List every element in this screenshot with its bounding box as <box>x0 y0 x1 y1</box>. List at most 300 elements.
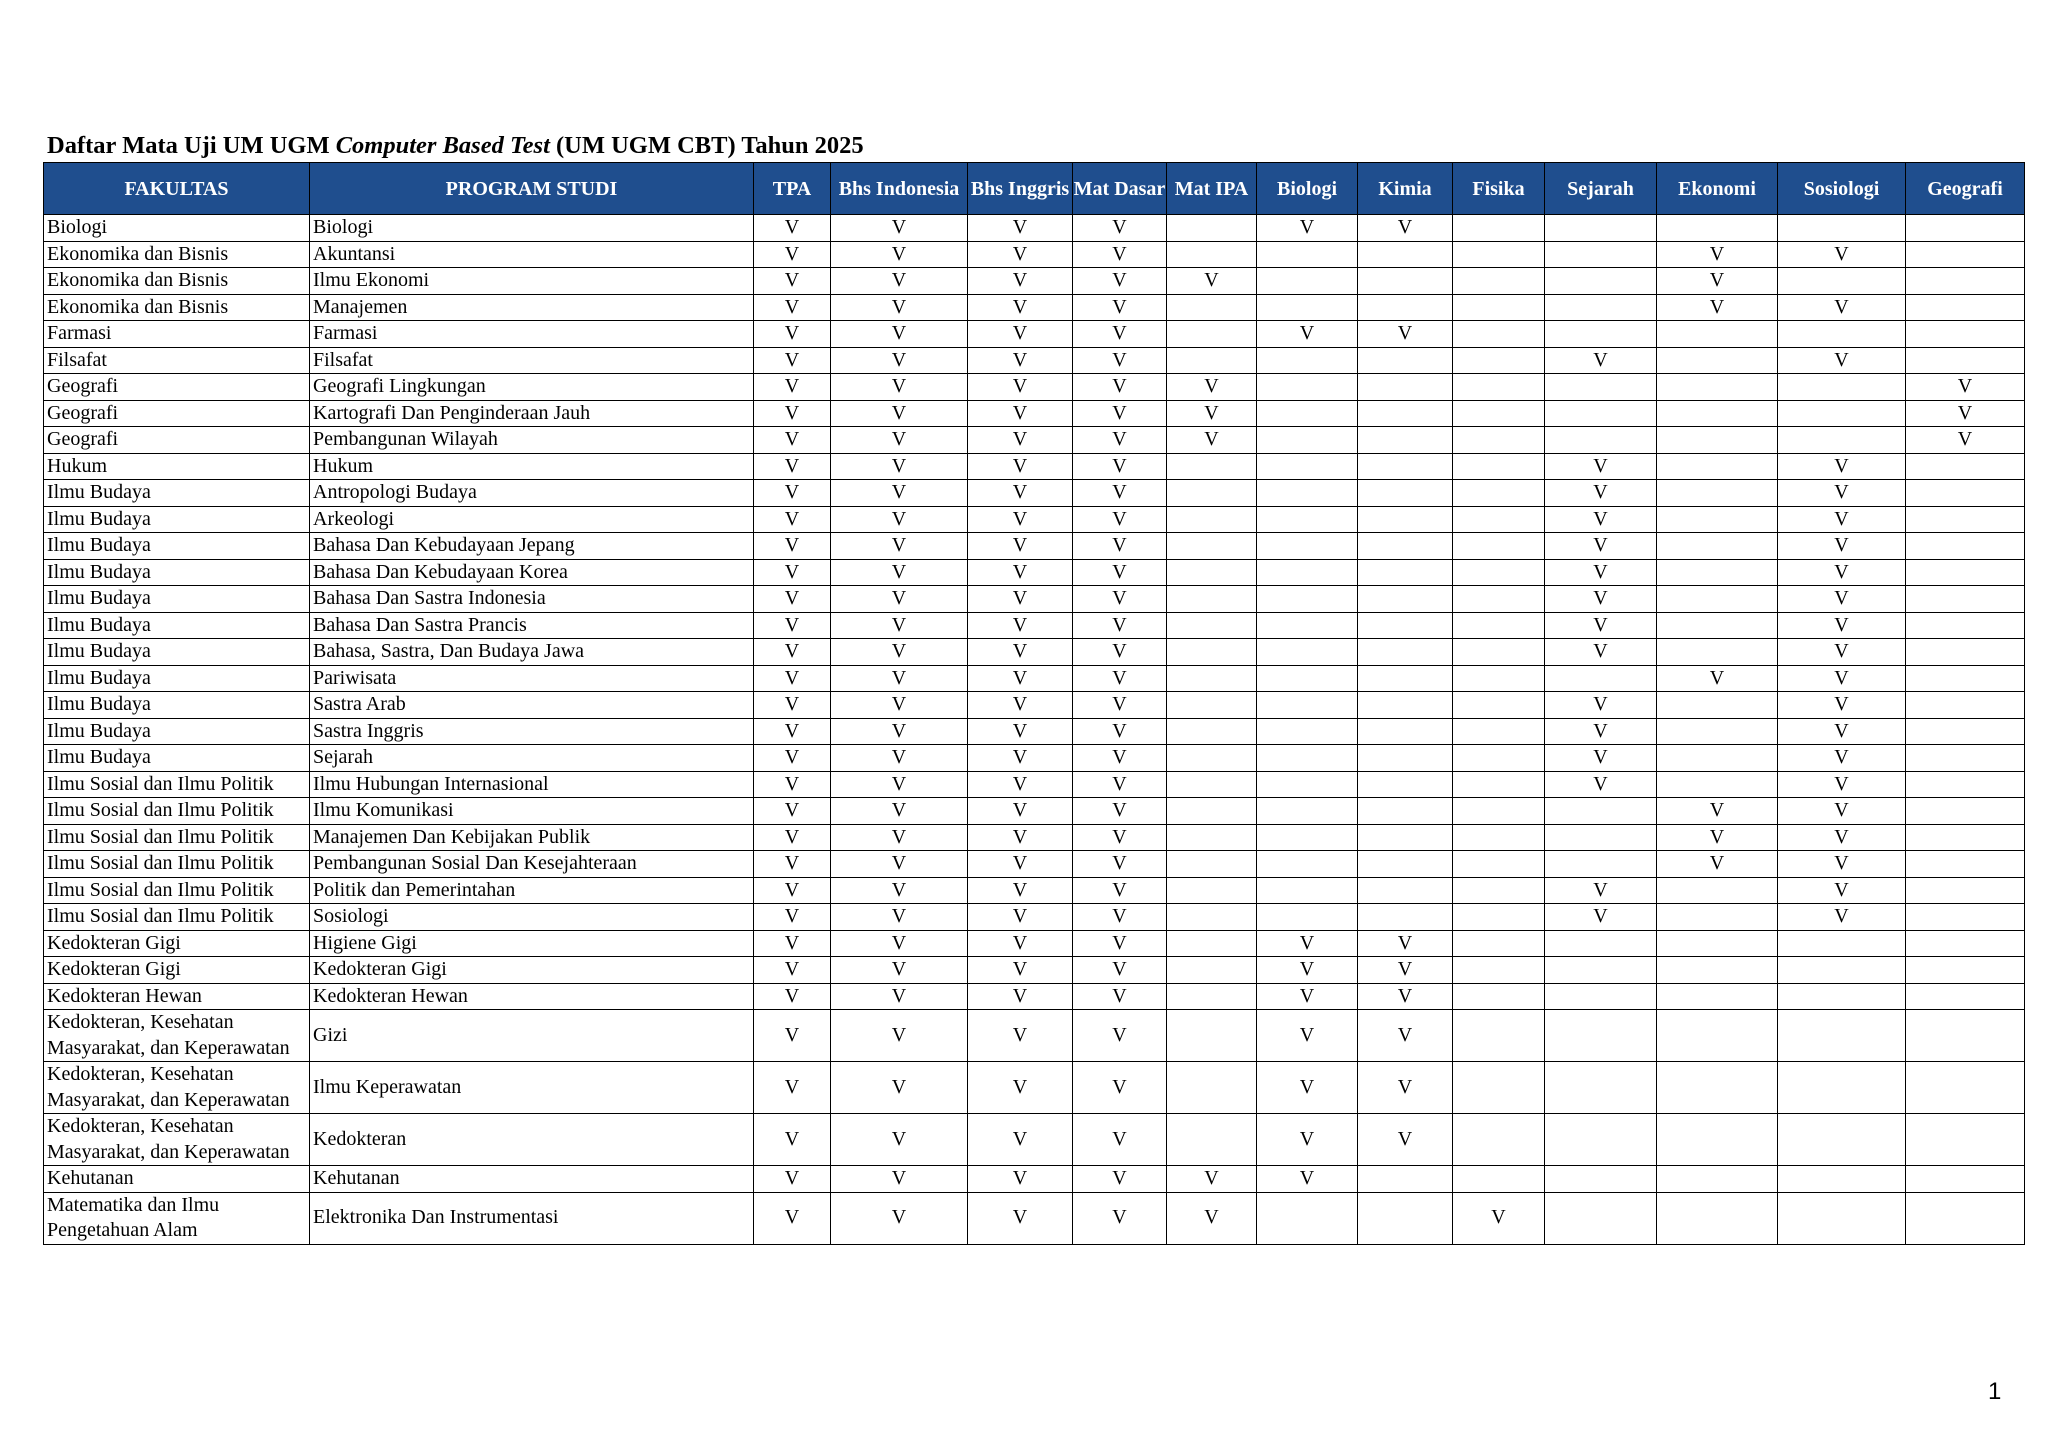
cell-geografi <box>1906 294 2025 321</box>
cell-ekonomi: V <box>1657 665 1778 692</box>
cell-mat-dasar: V <box>1073 930 1167 957</box>
cell-fakultas: Ilmu Budaya <box>44 506 310 533</box>
cell-mat-ipa <box>1167 453 1257 480</box>
table-row <box>44 241 2025 268</box>
cell-bhs-indonesia: V <box>831 930 968 957</box>
cell-fisika <box>1453 1166 1545 1193</box>
cell-ekonomi <box>1657 877 1778 904</box>
cell-biologi <box>1257 480 1358 507</box>
cell-kimia <box>1358 1166 1453 1193</box>
cell-program-studi: Pariwisata <box>310 665 754 692</box>
cell-bhs-inggris: V <box>968 215 1073 242</box>
cell-biologi <box>1257 851 1358 878</box>
table-row <box>44 533 2025 560</box>
cell-bhs-inggris: V <box>968 639 1073 666</box>
cell-fisika <box>1453 612 1545 639</box>
cell-geografi <box>1906 718 2025 745</box>
cell-fisika <box>1453 321 1545 348</box>
cell-kimia: V <box>1358 1114 1453 1166</box>
cell-kimia <box>1358 1192 1453 1244</box>
cell-bhs-indonesia: V <box>831 321 968 348</box>
cell-sosiologi: V <box>1778 241 1906 268</box>
cell-bhs-indonesia: V <box>831 1062 968 1114</box>
cell-mat-ipa: V <box>1167 374 1257 401</box>
cell-sosiologi <box>1778 930 1906 957</box>
cell-biologi: V <box>1257 1010 1358 1062</box>
cell-mat-dasar: V <box>1073 559 1167 586</box>
table-row <box>44 1114 2025 1166</box>
cell-fisika <box>1453 957 1545 984</box>
cell-mat-ipa <box>1167 612 1257 639</box>
cell-sosiologi <box>1778 427 1906 454</box>
cell-tpa: V <box>754 718 831 745</box>
cell-fisika <box>1453 851 1545 878</box>
cell-fakultas: Ilmu Sosial dan Ilmu Politik <box>44 771 310 798</box>
cell-bhs-indonesia: V <box>831 983 968 1010</box>
header-geografi: Geografi <box>1906 163 2025 215</box>
cell-mat-dasar: V <box>1073 586 1167 613</box>
cell-geografi <box>1906 851 2025 878</box>
page-number: 1 <box>1988 1378 2002 1405</box>
cell-sejarah <box>1545 983 1657 1010</box>
cell-program-studi: Kartografi Dan Penginderaan Jauh <box>310 400 754 427</box>
cell-fakultas: Ilmu Budaya <box>44 692 310 719</box>
cell-mat-ipa <box>1167 1062 1257 1114</box>
cell-tpa: V <box>754 586 831 613</box>
cell-kimia: V <box>1358 1062 1453 1114</box>
cell-tpa: V <box>754 771 831 798</box>
cell-ekonomi <box>1657 321 1778 348</box>
cell-program-studi: Manajemen Dan Kebijakan Publik <box>310 824 754 851</box>
cell-geografi <box>1906 241 2025 268</box>
table-row <box>44 427 2025 454</box>
title-part-1: Daftar Mata Uji UM UGM <box>47 132 336 159</box>
cell-fakultas: Ekonomika dan Bisnis <box>44 294 310 321</box>
cell-program-studi: Bahasa Dan Kebudayaan Jepang <box>310 533 754 560</box>
cell-sosiologi: V <box>1778 824 1906 851</box>
cell-mat-dasar: V <box>1073 374 1167 401</box>
cell-tpa: V <box>754 1114 831 1166</box>
cell-mat-ipa <box>1167 983 1257 1010</box>
cell-ekonomi <box>1657 586 1778 613</box>
cell-mat-ipa <box>1167 930 1257 957</box>
cell-mat-ipa: V <box>1167 400 1257 427</box>
title-part-2: (UM UGM CBT) Tahun 2025 <box>549 132 864 159</box>
cell-sosiologi: V <box>1778 904 1906 931</box>
cell-mat-ipa <box>1167 347 1257 374</box>
cell-sosiologi: V <box>1778 718 1906 745</box>
cell-ekonomi: V <box>1657 268 1778 295</box>
cell-mat-dasar: V <box>1073 1010 1167 1062</box>
cell-sosiologi: V <box>1778 877 1906 904</box>
cell-program-studi: Geografi Lingkungan <box>310 374 754 401</box>
cell-kimia <box>1358 347 1453 374</box>
cell-biologi: V <box>1257 1166 1358 1193</box>
cell-tpa: V <box>754 1062 831 1114</box>
cell-biologi <box>1257 1192 1358 1244</box>
table-row <box>44 374 2025 401</box>
cell-ekonomi <box>1657 930 1778 957</box>
header-program-studi: PROGRAM STUDI <box>310 163 754 215</box>
cell-sosiologi <box>1778 374 1906 401</box>
cell-bhs-indonesia: V <box>831 453 968 480</box>
cell-biologi <box>1257 665 1358 692</box>
cell-bhs-indonesia: V <box>831 612 968 639</box>
cell-kimia: V <box>1358 215 1453 242</box>
cell-bhs-indonesia: V <box>831 745 968 772</box>
cell-mat-ipa <box>1167 957 1257 984</box>
cell-tpa: V <box>754 612 831 639</box>
cell-bhs-inggris: V <box>968 983 1073 1010</box>
cell-kimia <box>1358 612 1453 639</box>
cell-mat-ipa <box>1167 241 1257 268</box>
cell-tpa: V <box>754 877 831 904</box>
cell-sejarah: V <box>1545 904 1657 931</box>
cell-bhs-indonesia: V <box>831 771 968 798</box>
cell-ekonomi <box>1657 533 1778 560</box>
cell-kimia <box>1358 745 1453 772</box>
cell-bhs-inggris: V <box>968 374 1073 401</box>
cell-geografi <box>1906 586 2025 613</box>
cell-ekonomi <box>1657 453 1778 480</box>
cell-tpa: V <box>754 506 831 533</box>
cell-fisika <box>1453 506 1545 533</box>
table-row <box>44 453 2025 480</box>
cell-kimia <box>1358 427 1453 454</box>
cell-sejarah: V <box>1545 639 1657 666</box>
cell-mat-ipa <box>1167 321 1257 348</box>
table-row <box>44 1192 2025 1244</box>
cell-kimia: V <box>1358 957 1453 984</box>
cell-bhs-inggris: V <box>968 480 1073 507</box>
header-sejarah: Sejarah <box>1545 163 1657 215</box>
cell-biologi <box>1257 639 1358 666</box>
cell-biologi: V <box>1257 930 1358 957</box>
cell-biologi <box>1257 824 1358 851</box>
cell-bhs-indonesia: V <box>831 427 968 454</box>
cell-mat-ipa: V <box>1167 1166 1257 1193</box>
cell-tpa: V <box>754 241 831 268</box>
cell-program-studi: Ilmu Hubungan Internasional <box>310 771 754 798</box>
cell-fakultas: Kedokteran, Kesehatan Masyarakat, dan Keperawatan <box>44 1010 310 1062</box>
cell-bhs-inggris: V <box>968 268 1073 295</box>
table-row <box>44 771 2025 798</box>
cell-mat-dasar: V <box>1073 241 1167 268</box>
cell-ekonomi <box>1657 983 1778 1010</box>
table-row <box>44 718 2025 745</box>
cell-fisika <box>1453 877 1545 904</box>
cell-kimia: V <box>1358 983 1453 1010</box>
cell-sejarah: V <box>1545 718 1657 745</box>
cell-ekonomi <box>1657 1166 1778 1193</box>
cell-ekonomi <box>1657 400 1778 427</box>
cell-kimia <box>1358 718 1453 745</box>
cell-bhs-indonesia: V <box>831 1192 968 1244</box>
cell-bhs-inggris: V <box>968 1062 1073 1114</box>
cell-mat-ipa <box>1167 745 1257 772</box>
cell-sejarah: V <box>1545 586 1657 613</box>
cell-ekonomi: V <box>1657 798 1778 825</box>
cell-biologi <box>1257 241 1358 268</box>
cell-tpa: V <box>754 559 831 586</box>
cell-mat-dasar: V <box>1073 321 1167 348</box>
cell-fisika <box>1453 692 1545 719</box>
cell-sosiologi <box>1778 1010 1906 1062</box>
cell-sejarah <box>1545 294 1657 321</box>
table-row <box>44 268 2025 295</box>
cell-geografi: V <box>1906 374 2025 401</box>
cell-sejarah <box>1545 957 1657 984</box>
cell-mat-dasar: V <box>1073 427 1167 454</box>
cell-program-studi: Bahasa Dan Kebudayaan Korea <box>310 559 754 586</box>
table-row <box>44 851 2025 878</box>
cell-fakultas: Hukum <box>44 453 310 480</box>
cell-tpa: V <box>754 851 831 878</box>
cell-sejarah: V <box>1545 480 1657 507</box>
cell-bhs-indonesia: V <box>831 718 968 745</box>
cell-geografi <box>1906 612 2025 639</box>
cell-program-studi: Manajemen <box>310 294 754 321</box>
cell-sosiologi: V <box>1778 294 1906 321</box>
cell-sosiologi <box>1778 1114 1906 1166</box>
cell-ekonomi <box>1657 718 1778 745</box>
cell-ekonomi <box>1657 904 1778 931</box>
cell-geografi <box>1906 321 2025 348</box>
cell-tpa: V <box>754 930 831 957</box>
cell-bhs-indonesia: V <box>831 957 968 984</box>
cell-kimia <box>1358 692 1453 719</box>
table-row <box>44 692 2025 719</box>
cell-sejarah: V <box>1545 877 1657 904</box>
cell-biologi: V <box>1257 215 1358 242</box>
cell-tpa: V <box>754 400 831 427</box>
cell-geografi <box>1906 1114 2025 1166</box>
cell-program-studi: Pembangunan Wilayah <box>310 427 754 454</box>
cell-mat-ipa <box>1167 215 1257 242</box>
cell-mat-dasar: V <box>1073 665 1167 692</box>
cell-bhs-inggris: V <box>968 930 1073 957</box>
cell-bhs-indonesia: V <box>831 374 968 401</box>
header-row <box>44 163 2025 215</box>
cell-kimia <box>1358 480 1453 507</box>
table-row <box>44 506 2025 533</box>
cell-program-studi: Bahasa Dan Sastra Prancis <box>310 612 754 639</box>
cell-fisika <box>1453 533 1545 560</box>
cell-program-studi: Ilmu Komunikasi <box>310 798 754 825</box>
cell-mat-dasar: V <box>1073 294 1167 321</box>
cell-program-studi: Ilmu Keperawatan <box>310 1062 754 1114</box>
table-header <box>44 163 2025 215</box>
cell-kimia <box>1358 268 1453 295</box>
cell-sejarah <box>1545 215 1657 242</box>
cell-tpa: V <box>754 1192 831 1244</box>
cell-tpa: V <box>754 639 831 666</box>
cell-fisika <box>1453 639 1545 666</box>
cell-kimia <box>1358 374 1453 401</box>
table-row <box>44 745 2025 772</box>
cell-sosiologi <box>1778 983 1906 1010</box>
header-biologi: Biologi <box>1257 163 1358 215</box>
cell-biologi: V <box>1257 957 1358 984</box>
cell-fisika <box>1453 294 1545 321</box>
table-row <box>44 824 2025 851</box>
cell-bhs-indonesia: V <box>831 268 968 295</box>
cell-geografi <box>1906 215 2025 242</box>
cell-ekonomi <box>1657 745 1778 772</box>
cell-geografi <box>1906 930 2025 957</box>
cell-ekonomi <box>1657 612 1778 639</box>
cell-sosiologi: V <box>1778 639 1906 666</box>
table-row <box>44 877 2025 904</box>
cell-sosiologi <box>1778 1166 1906 1193</box>
cell-sosiologi <box>1778 268 1906 295</box>
cell-sejarah <box>1545 1062 1657 1114</box>
cell-fakultas: Ilmu Sosial dan Ilmu Politik <box>44 824 310 851</box>
cell-mat-ipa <box>1167 586 1257 613</box>
cell-tpa: V <box>754 294 831 321</box>
cell-bhs-inggris: V <box>968 559 1073 586</box>
cell-sosiologi: V <box>1778 347 1906 374</box>
table-body <box>44 215 2025 1245</box>
cell-biologi <box>1257 427 1358 454</box>
cell-biologi <box>1257 692 1358 719</box>
cell-ekonomi <box>1657 1114 1778 1166</box>
cell-sejarah <box>1545 1114 1657 1166</box>
cell-biologi <box>1257 506 1358 533</box>
cell-sejarah <box>1545 665 1657 692</box>
cell-mat-dasar: V <box>1073 745 1167 772</box>
cell-biologi <box>1257 718 1358 745</box>
cell-bhs-inggris: V <box>968 533 1073 560</box>
cell-bhs-inggris: V <box>968 1010 1073 1062</box>
cell-mat-ipa <box>1167 559 1257 586</box>
table-row <box>44 983 2025 1010</box>
cell-mat-dasar: V <box>1073 771 1167 798</box>
cell-biologi: V <box>1257 1062 1358 1114</box>
cell-geografi <box>1906 957 2025 984</box>
cell-fakultas: Kehutanan <box>44 1166 310 1193</box>
cell-ekonomi <box>1657 957 1778 984</box>
cell-fisika <box>1453 718 1545 745</box>
cell-bhs-inggris: V <box>968 400 1073 427</box>
cell-fisika <box>1453 347 1545 374</box>
cell-sosiologi <box>1778 957 1906 984</box>
cell-sosiologi: V <box>1778 798 1906 825</box>
cell-geografi <box>1906 559 2025 586</box>
cell-bhs-inggris: V <box>968 427 1073 454</box>
table-row <box>44 347 2025 374</box>
cell-mat-dasar: V <box>1073 798 1167 825</box>
cell-sosiologi: V <box>1778 771 1906 798</box>
cell-program-studi: Sejarah <box>310 745 754 772</box>
cell-biologi <box>1257 347 1358 374</box>
cell-kimia <box>1358 241 1453 268</box>
cell-fisika <box>1453 374 1545 401</box>
cell-mat-ipa <box>1167 665 1257 692</box>
cell-program-studi: Arkeologi <box>310 506 754 533</box>
cell-mat-ipa <box>1167 904 1257 931</box>
cell-mat-ipa <box>1167 877 1257 904</box>
cell-ekonomi <box>1657 427 1778 454</box>
cell-sejarah: V <box>1545 559 1657 586</box>
cell-bhs-inggris: V <box>968 877 1073 904</box>
cell-fakultas: Kedokteran, Kesehatan Masyarakat, dan Keperawatan <box>44 1062 310 1114</box>
cell-mat-dasar: V <box>1073 718 1167 745</box>
cell-biologi <box>1257 586 1358 613</box>
cell-tpa: V <box>754 1010 831 1062</box>
cell-sejarah <box>1545 268 1657 295</box>
cell-geografi <box>1906 480 2025 507</box>
cell-program-studi: Sosiologi <box>310 904 754 931</box>
cell-mat-dasar: V <box>1073 400 1167 427</box>
cell-fakultas: Biologi <box>44 215 310 242</box>
cell-sosiologi: V <box>1778 480 1906 507</box>
cell-fakultas: Kedokteran Hewan <box>44 983 310 1010</box>
table-row <box>44 665 2025 692</box>
cell-fakultas: Ilmu Budaya <box>44 745 310 772</box>
header-tpa: TPA <box>754 163 831 215</box>
cell-program-studi: Antropologi Budaya <box>310 480 754 507</box>
cell-geografi <box>1906 533 2025 560</box>
cell-biologi: V <box>1257 983 1358 1010</box>
cell-mat-dasar: V <box>1073 851 1167 878</box>
cell-fisika <box>1453 771 1545 798</box>
cell-sejarah <box>1545 400 1657 427</box>
cell-fisika <box>1453 215 1545 242</box>
cell-tpa: V <box>754 347 831 374</box>
cell-sejarah <box>1545 321 1657 348</box>
cell-tpa: V <box>754 480 831 507</box>
cell-fakultas: Ekonomika dan Bisnis <box>44 241 310 268</box>
cell-mat-dasar: V <box>1073 612 1167 639</box>
table-row <box>44 612 2025 639</box>
cell-bhs-inggris: V <box>968 506 1073 533</box>
cell-ekonomi <box>1657 559 1778 586</box>
cell-program-studi: Higiene Gigi <box>310 930 754 957</box>
cell-kimia: V <box>1358 930 1453 957</box>
table-row <box>44 586 2025 613</box>
cell-kimia <box>1358 877 1453 904</box>
cell-mat-ipa <box>1167 1010 1257 1062</box>
table-row <box>44 639 2025 666</box>
cell-fisika <box>1453 1062 1545 1114</box>
header-sosiologi: Sosiologi <box>1778 163 1906 215</box>
cell-geografi <box>1906 745 2025 772</box>
cell-sejarah <box>1545 798 1657 825</box>
cell-fisika <box>1453 745 1545 772</box>
cell-geografi: V <box>1906 427 2025 454</box>
cell-biologi: V <box>1257 1114 1358 1166</box>
cell-bhs-inggris: V <box>968 745 1073 772</box>
cell-tpa: V <box>754 983 831 1010</box>
cell-mat-dasar: V <box>1073 1062 1167 1114</box>
cell-fakultas: Ilmu Sosial dan Ilmu Politik <box>44 851 310 878</box>
cell-sosiologi: V <box>1778 851 1906 878</box>
header-mat-dasar: Mat Dasar <box>1073 163 1167 215</box>
table-row <box>44 904 2025 931</box>
cell-mat-dasar: V <box>1073 533 1167 560</box>
cell-bhs-indonesia: V <box>831 241 968 268</box>
cell-bhs-indonesia: V <box>831 559 968 586</box>
cell-biologi <box>1257 559 1358 586</box>
cell-fakultas: Ilmu Budaya <box>44 480 310 507</box>
cell-biologi <box>1257 771 1358 798</box>
cell-mat-ipa <box>1167 506 1257 533</box>
cell-fakultas: Kedokteran Gigi <box>44 957 310 984</box>
cell-bhs-inggris: V <box>968 241 1073 268</box>
cell-ekonomi <box>1657 771 1778 798</box>
cell-tpa: V <box>754 215 831 242</box>
